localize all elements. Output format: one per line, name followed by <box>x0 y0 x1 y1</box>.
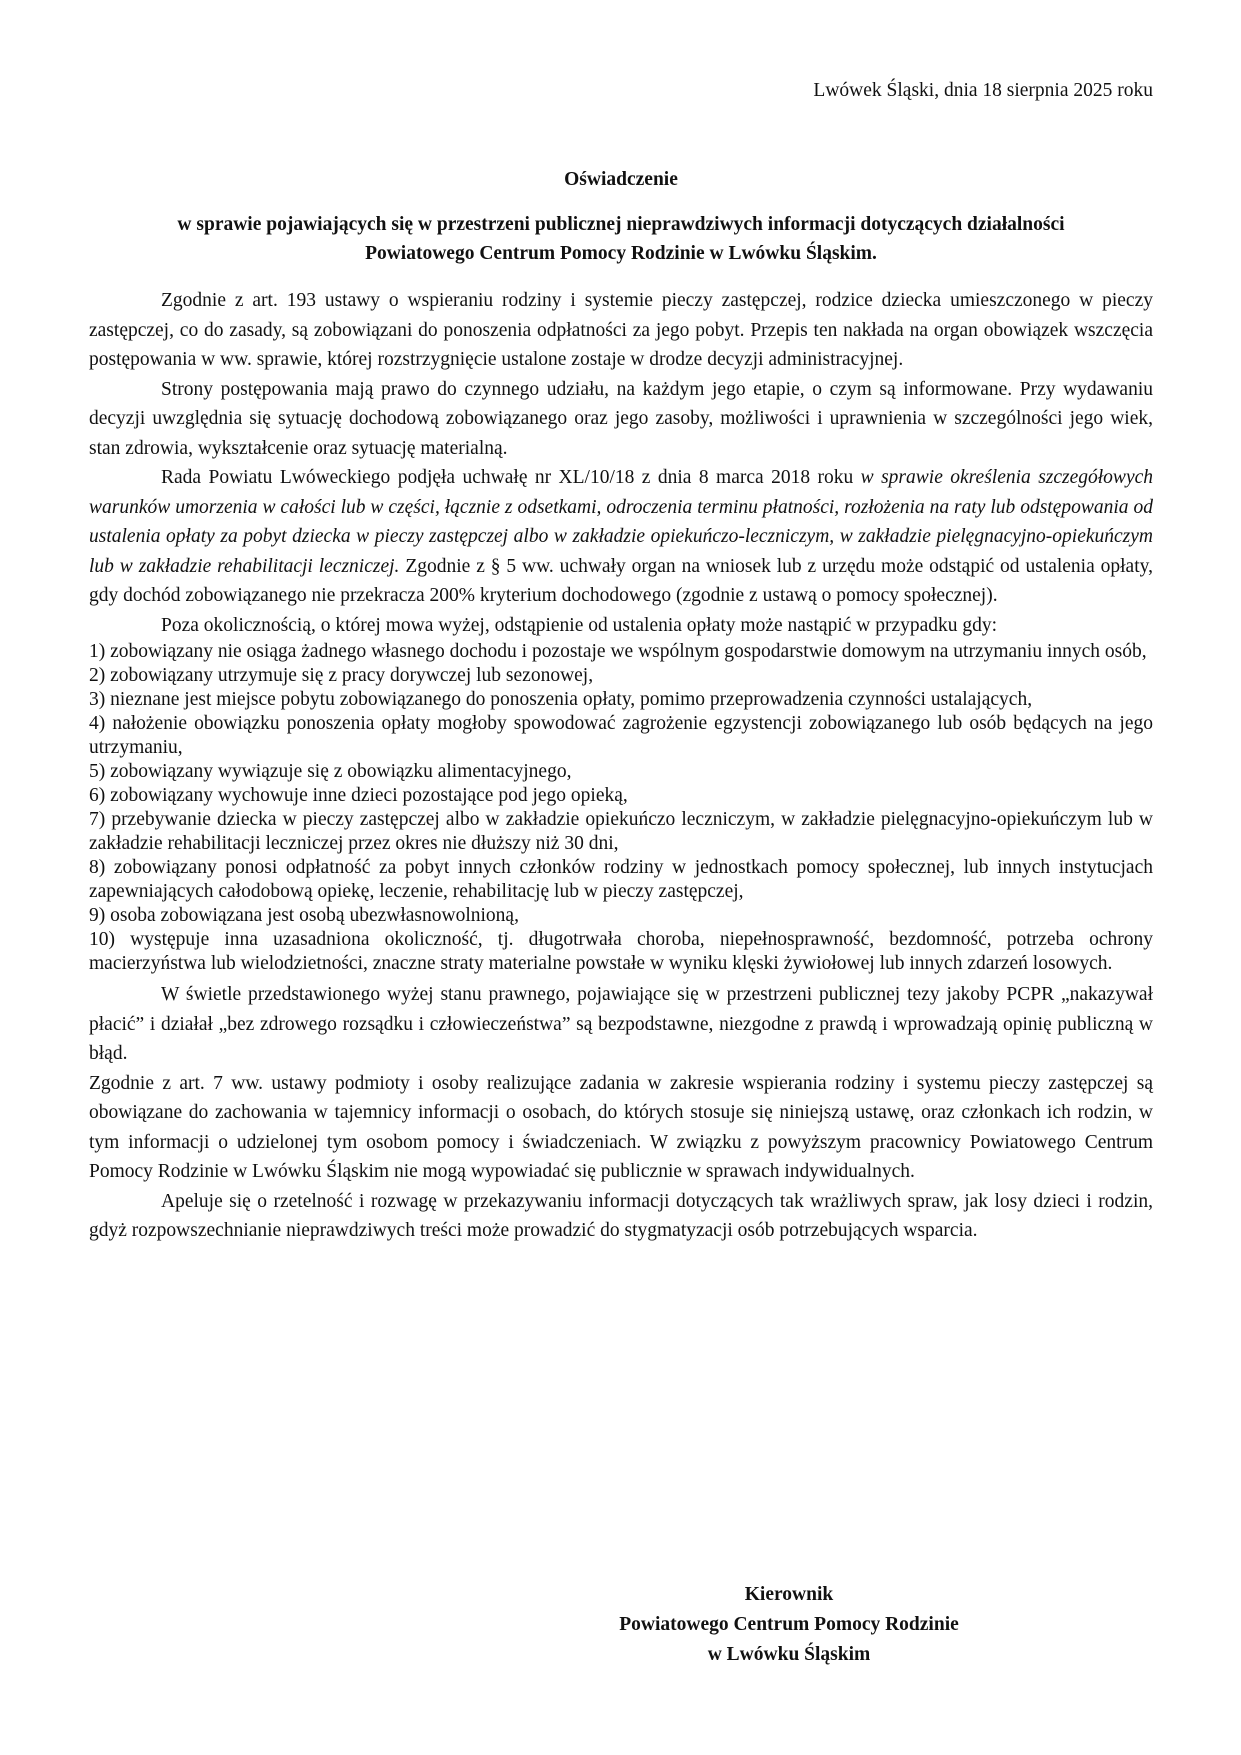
list-item: 8) zobowiązany ponosi odpłatność za pobyt innych członków rodziny w jednostkach pomocy społecznej, lub innych instytucjach zapewniających całodobową opiekę, leczenie, rehabilitację lub w pieczy zastępczej, <box>89 857 1153 902</box>
document-title: Oświadczenie <box>564 169 678 190</box>
list-item: 5) zobowiązany wywiązuje się z obowiązku alimentacyjnego, <box>89 761 572 782</box>
paragraph-3-end: Zgodnie z § 5 ww. uchwały organ na wniosek lub z urzędu może odstąpić od ustalenia opłaty, gdy dochód zobowiązanego nie przekracza 200% kryterium dochodowego (zgodnie z ustawą o pomocy społecznej). <box>89 555 1153 606</box>
paragraph-6: Zgodnie z art. 7 ww. ustawy podmioty i osoby realizujące zadania w zakresie wspierania rodziny i systemu pieczy zastępczej są obowiązane do zachowania w tajemnicy informacji o osobach, do których stosuje się niniejszą ustawę, oraz członkach ich rodzin, w tym informacji o udzielonej tym osobom pomocy i świadczeniach. W związku z powyższym pracownicy Powiatowego Centrum Pomocy Rodzinie w Lwówku Śląskim nie mogą wypowiadać się publicznie w sprawach indywidualnych. <box>89 1072 1153 1182</box>
paragraph-3-start: Rada Powiatu Lwóweckiego podjęła uchwałę nr XL/10/18 z dnia 8 marca 2018 roku <box>161 467 861 488</box>
document-subtitle <box>89 210 1153 268</box>
circumstances-list <box>89 640 1153 976</box>
list-item: 4) nałożenie obowiązku ponoszenia opłaty mogłoby spowodować zagrożenie egzystencji zobowiązanego lub osób będących na jego utrzymaniu, <box>89 713 1153 758</box>
subtitle-line-2: Powiatowego Centrum Pomocy Rodzinie w Lwówku Śląskim. <box>365 243 877 264</box>
signature-title: Kierownik <box>744 1584 834 1605</box>
list-item: 6) zobowiązany wychowuje inne dzieci pozostające pod jego opieką, <box>89 785 628 806</box>
list-item: 10) występuje inna uzasadniona okoliczność, tj. długotrwała choroba, niepełnosprawność, bezdomność, potrzeba ochrony macierzyństwa lub wielodzietności, znaczne straty materialne powstałe w wyniku klęski żywiołowej lub innych zdarzeń losowych. <box>89 929 1153 974</box>
subtitle-line-1: w sprawie pojawiających się w przestrzeni publicznej nieprawdziwych informacji dotyczących działalności <box>177 214 1065 235</box>
paragraph-3 <box>89 463 1153 611</box>
paragraph-2: Strony postępowania mają prawo do czynnego udziału, na każdym jego etapie, o czym są informowane. Przy wydawaniu decyzji uwzględnia się sytuację dochodową zobowiązanego oraz jego zasoby, możliwości i uprawnienia w szczególności jego wiek, stan zdrowia, wykształcenie oraz sytuację materialną. <box>89 378 1153 459</box>
list-item: 3) nieznane jest miejsce pobytu zobowiązanego do ponoszenia opłaty, pomimo przeprowadzenia czynności ustalających, <box>89 689 1033 710</box>
list-item: 1) zobowiązany nie osiąga żadnego własnego dochodu i pozostaje we wspólnym gospodarstwie domowym na utrzymaniu innych osób, <box>89 641 1147 662</box>
list-item: 7) przebywanie dziecka w pieczy zastępczej albo w zakładzie opiekuńczo leczniczym, w zakładzie pielęgnacyjno-opiekuńczym lub w zakładzie rehabilitacji leczniczej przez okres nie dłuższy niż 30 dni, <box>89 809 1153 854</box>
signature-location: w Lwówku Śląskim <box>707 1644 871 1665</box>
paragraph-4: Poza okolicznością, o której mowa wyżej, odstąpienie od ustalenia opłaty może nastąpić w przypadku gdy: <box>161 614 998 636</box>
list-item: 9) osoba zobowiązana jest osobą ubezwłasnowolnioną, <box>89 905 519 926</box>
paragraph-1: Zgodnie z art. 193 ustawy o wspieraniu rodziny i systemie pieczy zastępczej, rodzice dziecka umieszczonego w pieczy zastępczej, co do zasady, są zobowiązani do ponoszenia odpłatności za jego pobyt. Przepis ten nakłada na organ obowiązek wszczęcia postępowania w ww. sprawie, której rozstrzygnięcie ustalone zostaje w drodze decyzji administracyjnej. <box>89 290 1153 370</box>
list-item: 2) zobowiązany utrzymuje się z pracy dorywczej lub sezonowej, <box>89 665 594 686</box>
paragraph-5: W świetle przedstawionego wyżej stanu prawnego, pojawiające się w przestrzeni publicznej tezy jakoby PCPR „nakazywał płacić” i działał „bez zdrowego rozsądku i człowieczeństwa” są bezpodstawne, niezgodne z prawdą i wprowadzają opinię publiczną w błąd. <box>89 984 1153 1064</box>
paragraph-3-resolution-title: w sprawie określenia szczegółowych warunków umorzenia w całości lub w części, łącznie z odsetkami, odroczenia terminu płatności, rozłożenia na raty lub odstępowania od ustalenia opłaty za pobyt dziecka w pieczy zastępczej albo w zakładzie opiekuńczo-leczniczym, w zakładzie pielęgnacyjno-opiekuńczym lub w zakładzie rehabilitacji leczniczej. <box>89 467 1154 577</box>
document-body <box>89 286 1153 1246</box>
signature-institution: Powiatowego Centrum Pomocy Rodzinie <box>619 1614 959 1635</box>
date-line: Lwówek Śląski, dnia 18 sierpnia 2025 roku <box>813 80 1153 101</box>
paragraph-7: Apeluje się o rzetelność i rozwagę w przekazywaniu informacji dotyczących tak wrażliwych spraw, jak losy dzieci i rodzin, gdyż rozpowszechnianie nieprawdziwych treści może prowadzić do stygmatyzacji osób potrzebujących wsparcia. <box>89 1190 1153 1241</box>
signature-block <box>579 1580 999 1670</box>
